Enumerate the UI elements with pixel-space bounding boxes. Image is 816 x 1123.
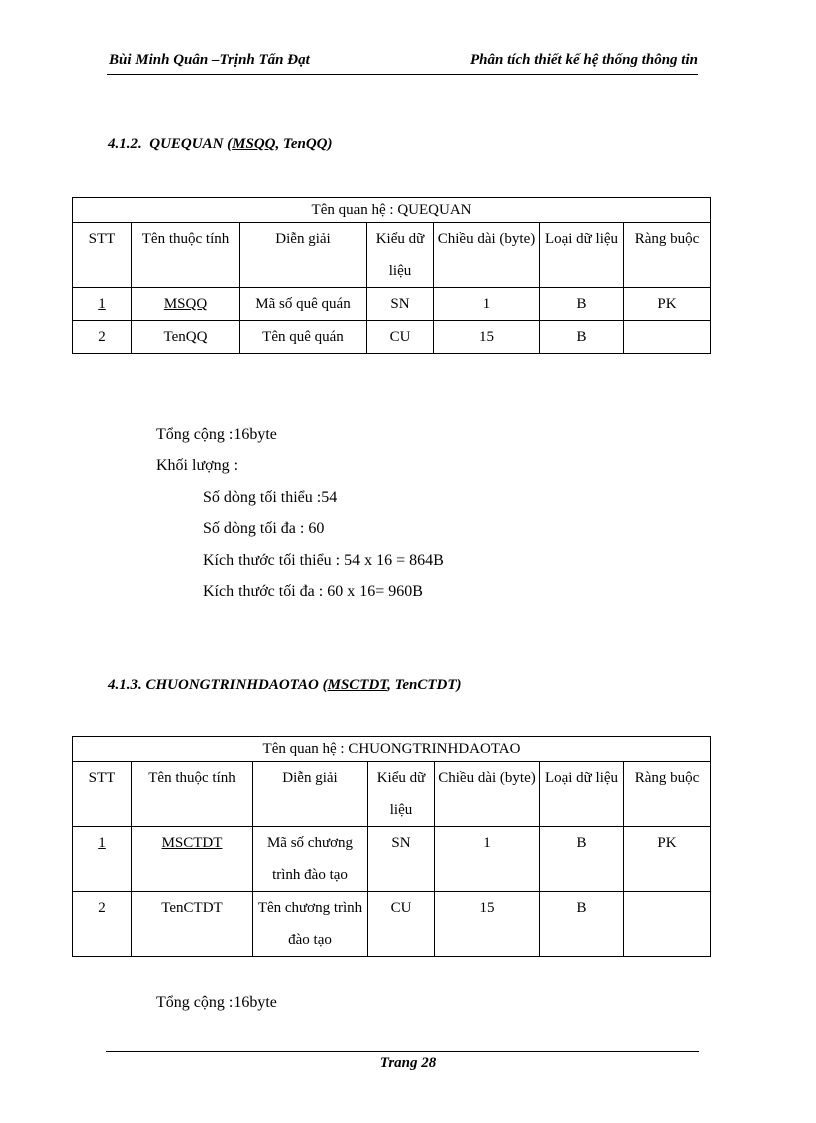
col-header: Ràng buộc: [624, 223, 711, 288]
table-row: [73, 827, 711, 892]
col-header: STT: [73, 762, 132, 827]
section-number: 4.1.3.: [108, 677, 142, 693]
col-header: Ràng buộc: [624, 762, 711, 827]
col-header: Diễn giải: [253, 762, 368, 827]
col-header: Tên thuộc tính: [132, 223, 240, 288]
col-header: Loại dữ liệu: [540, 762, 624, 827]
primary-key: MSCTDT: [327, 677, 388, 693]
table-title: Tên quan hệ : QUEQUAN: [73, 198, 711, 223]
cell: PK: [624, 827, 711, 892]
col-header: Chiều dài (byte): [434, 223, 540, 288]
cell: Mã số chương trình đào tạo: [253, 827, 368, 892]
cell: 15: [434, 321, 540, 354]
col-header: Tên thuộc tính: [132, 762, 253, 827]
section-heading-chuongtrinhdaotao: [108, 677, 462, 694]
volume-line: Số dòng tối đa : 60: [203, 520, 325, 537]
table-title: Tên quan hệ : CHUONGTRINHDAOTAO: [73, 737, 711, 762]
page-number: Trang 28: [379, 1055, 437, 1071]
cell: Tên chương trình đào tạo: [253, 892, 368, 957]
cell: CU: [368, 892, 435, 957]
cell: [624, 892, 711, 957]
cell: B: [540, 827, 624, 892]
table-chuongtrinhdaotao: [72, 736, 711, 957]
cell: CU: [367, 321, 434, 354]
table-quequan: [72, 197, 711, 354]
section-number: 4.1.2.: [108, 136, 142, 152]
section-heading-quequan: [108, 136, 332, 153]
cell: SN: [368, 827, 435, 892]
cell: B: [540, 288, 624, 321]
table-row: [73, 288, 711, 321]
cell: 1: [435, 827, 540, 892]
volume-line: Số dòng tối thiểu :54: [203, 489, 338, 506]
cell: 1: [73, 288, 132, 321]
page-header: [107, 50, 698, 75]
header-authors: Bùi Minh Quân –Trịnh Tấn Đạt: [109, 52, 310, 68]
cell: [624, 321, 711, 354]
col-header: Kiểu dữ liệu: [368, 762, 435, 827]
cell: 1: [73, 827, 132, 892]
col-header: Loại dữ liệu: [540, 223, 624, 288]
table-row: [73, 321, 711, 354]
cell: MSQQ: [132, 288, 240, 321]
total-size: Tổng cộng :16byte: [156, 994, 277, 1011]
volume-label: Khối lượng :: [156, 457, 239, 474]
table-header-row: [73, 762, 711, 827]
col-header: Diễn giải: [240, 223, 367, 288]
cell: 2: [73, 892, 132, 957]
primary-key: MSQQ: [232, 136, 276, 152]
col-header: Chiều dài (byte): [435, 762, 540, 827]
relation-name: CHUONGTRINHDAOTAO (: [145, 677, 328, 693]
cell: PK: [624, 288, 711, 321]
cell: MSCTDT: [132, 827, 253, 892]
volume-line: Kích thước tối đa : 60 x 16= 960B: [203, 583, 423, 600]
table-header-row: [73, 223, 711, 288]
cell: TenCTDT: [132, 892, 253, 957]
cell: 1: [434, 288, 540, 321]
relation-attrs: , TenQQ): [275, 136, 333, 152]
cell: B: [540, 892, 624, 957]
table-row: [73, 892, 711, 957]
relation-attrs: , TenCTDT): [387, 677, 462, 693]
relation-name: QUEQUAN (: [149, 136, 233, 152]
total-size: Tổng cộng :16byte: [156, 426, 277, 443]
cell: Mã số quê quán: [240, 288, 367, 321]
cell: TenQQ: [132, 321, 240, 354]
cell: 15: [435, 892, 540, 957]
cell: Tên quê quán: [240, 321, 367, 354]
cell: B: [540, 321, 624, 354]
col-header: STT: [73, 223, 132, 288]
cell: 2: [73, 321, 132, 354]
col-header: Kiểu dữ liệu: [367, 223, 434, 288]
cell: SN: [367, 288, 434, 321]
volume-line: Kích thước tối thiểu : 54 x 16 = 864B: [203, 552, 444, 569]
header-subject: Phân tích thiết kế hệ thống thông tin: [470, 52, 698, 68]
footer-rule: [106, 1051, 699, 1052]
